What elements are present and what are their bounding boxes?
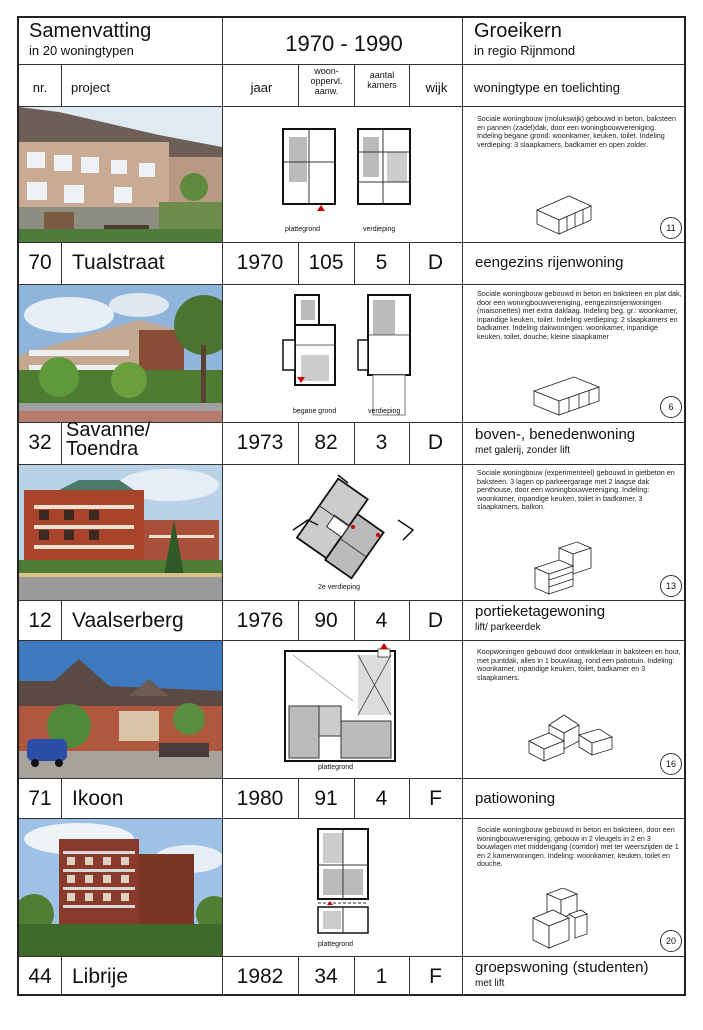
header-left-title: Samenvatting [29,20,152,42]
reference-badge: 11 [660,217,682,239]
row-wijk: F [429,965,442,988]
row-jaar: 1980 [236,787,284,810]
description-vaalserberg: Sociale woningbouw (experimenteel) gebouwd in gietbeton en baksteen. 3 lagen op parkeergarage met 2 laagse dak penthouse, door een woningbouwvereniging. Indeling: woonkamer, inpandige keuken, toilet in badkamer, 3 slaapkamers, balkon. [477,468,675,512]
row-woningtype-sub: lift/ parkeerdek [475,622,541,633]
row-oppervlak: 34 [314,965,338,988]
row-woningtype: boven-, benedenwoning [475,426,636,443]
reference-badge: 6 [660,396,682,418]
photo-tualstraat [19,107,222,242]
photo-vaalserberg [19,465,222,600]
row-oppervlak: 91 [314,787,338,810]
col-project: project [71,80,111,95]
row-project: Tualstraat [72,251,165,274]
header-right-title: Groeikern [474,20,562,42]
row-wijk: D [427,431,444,454]
description-tualstraat: Sociale woningbouw (molukswijk) gebouwd in beton, baksteen en pannen (zadel)dak, door een woningbouwvereniging. Indeling begane grond: woonkamer, keuken, toilet. Indeling verdieping: 3 slaapkamers, badkamer en open zolder. [477,114,676,149]
row-jaar: 1970 [236,251,284,274]
plan-label: begane grond [293,408,337,415]
row-jaar: 1976 [236,609,284,632]
row-woningtype-sub: met lift [475,978,505,989]
floorplan-savanne-toendra [223,285,462,422]
header-right-subtitle: in regio Rijnmond [474,43,576,58]
row-oppervlak: 90 [314,609,338,632]
floorplan-librije [223,819,462,956]
description-librije: Sociale woningbouw gebouwd in beton en baksteen, door een woningbouwvereniging, gebouw in 2 vleugels in 2 en 3 bouwlagen met middengang (corridor) met ter weerszijden de 1 en 2 kamerwoningen. Indeling: woonkamer, keuken, toilet en douche. [477,825,679,869]
row-project: Savanne/ Toendra [66,419,151,460]
plan-label: plattegrond [318,764,354,771]
col-nr: nr. [32,80,48,95]
row-nr: 44 [28,965,52,988]
row-kamers: 3 [375,431,388,454]
header-center-title: 1970 - 1990 [285,31,403,56]
plan-label: verdieping [368,408,401,415]
col-kamers: aantal kamers [367,70,397,90]
row-nr: 12 [28,609,52,632]
row-kamers: 5 [375,251,388,274]
row-oppervlak: 82 [314,431,338,454]
isometric-tualstraat [529,188,599,236]
header-left-subtitle: in 20 woningtypen [29,43,134,58]
row-project: Librije [72,965,129,988]
description-savanne-toendra: Sociale woningbouw gebouwd in beton en baksteen en plat dak, door een woningbouwvereniging, eengezinsrijenwoningen (maisonettes) met extra daklaag. Indeling beg. gr.: woonkamer, inpandige keuken, toilet. Indeling verdieping: 2 slaapkamers en badkamer. Indeling dakwoningen: woonkamer, inpandige keuken, toilet, douche, kleine slaapkamer [477,289,682,341]
isometric-savanne-toendra [529,373,604,418]
photo-ikoon [19,641,222,778]
photo-librije [19,819,222,956]
description-ikoon: Koopwoningen gebouwd door ontwikkelaar in baksteen en hout, met puntdak, alles in 1 bouwlaag, rond een patiotuin. Indeling: woonkamer, inpandige keuken, toilet, badkamer en 3 slaapkamers. [477,647,681,682]
row-kamers: 1 [375,965,388,988]
reference-badge: 20 [660,930,682,952]
isometric-librije [529,888,589,952]
photo-savanne-toendra [19,285,222,422]
row-woningtype: portieketagewoning [475,603,606,620]
row-wijk: F [429,787,442,810]
row-kamers: 4 [375,609,388,632]
row-wijk: D [427,609,444,632]
row-woningtype: patiowoning [475,790,556,807]
row-project: Vaalserberg [72,609,184,632]
row-woningtype-sub: met galerij, zonder lift [475,445,571,456]
row-wijk: D [427,251,444,274]
row-woningtype: groepswoning (studenten) [475,959,649,976]
col-type: woningtype en toelichting [474,80,620,95]
row-kamers: 4 [375,787,388,810]
reference-badge: 13 [660,575,682,597]
col-jaar: jaar [250,80,273,95]
row-woningtype: eengezins rijenwoning [475,254,624,271]
plan-label: plattegrond [285,226,321,233]
isometric-vaalserberg [529,540,599,596]
row-nr: 70 [28,251,52,274]
row-project: Ikoon [72,787,124,810]
col-oppervlak: woon- oppervl. aanw. [310,66,343,96]
summary-sheet [17,16,686,996]
row-jaar: 1982 [236,965,284,988]
col-wijk: wijk [425,80,448,95]
plan-label: verdieping [363,226,396,233]
floorplan-tualstraat [223,107,462,242]
isometric-ikoon [524,711,614,769]
row-nr: 32 [28,431,52,454]
row-jaar: 1973 [236,431,284,454]
plan-label: 2e verdieping [318,584,361,591]
floorplan-vaalserberg [223,465,462,600]
plan-label: plattegrond [318,941,354,948]
row-oppervlak: 105 [308,251,344,274]
reference-badge: 16 [660,753,682,775]
row-nr: 71 [28,787,52,810]
floorplan-ikoon [223,641,462,778]
